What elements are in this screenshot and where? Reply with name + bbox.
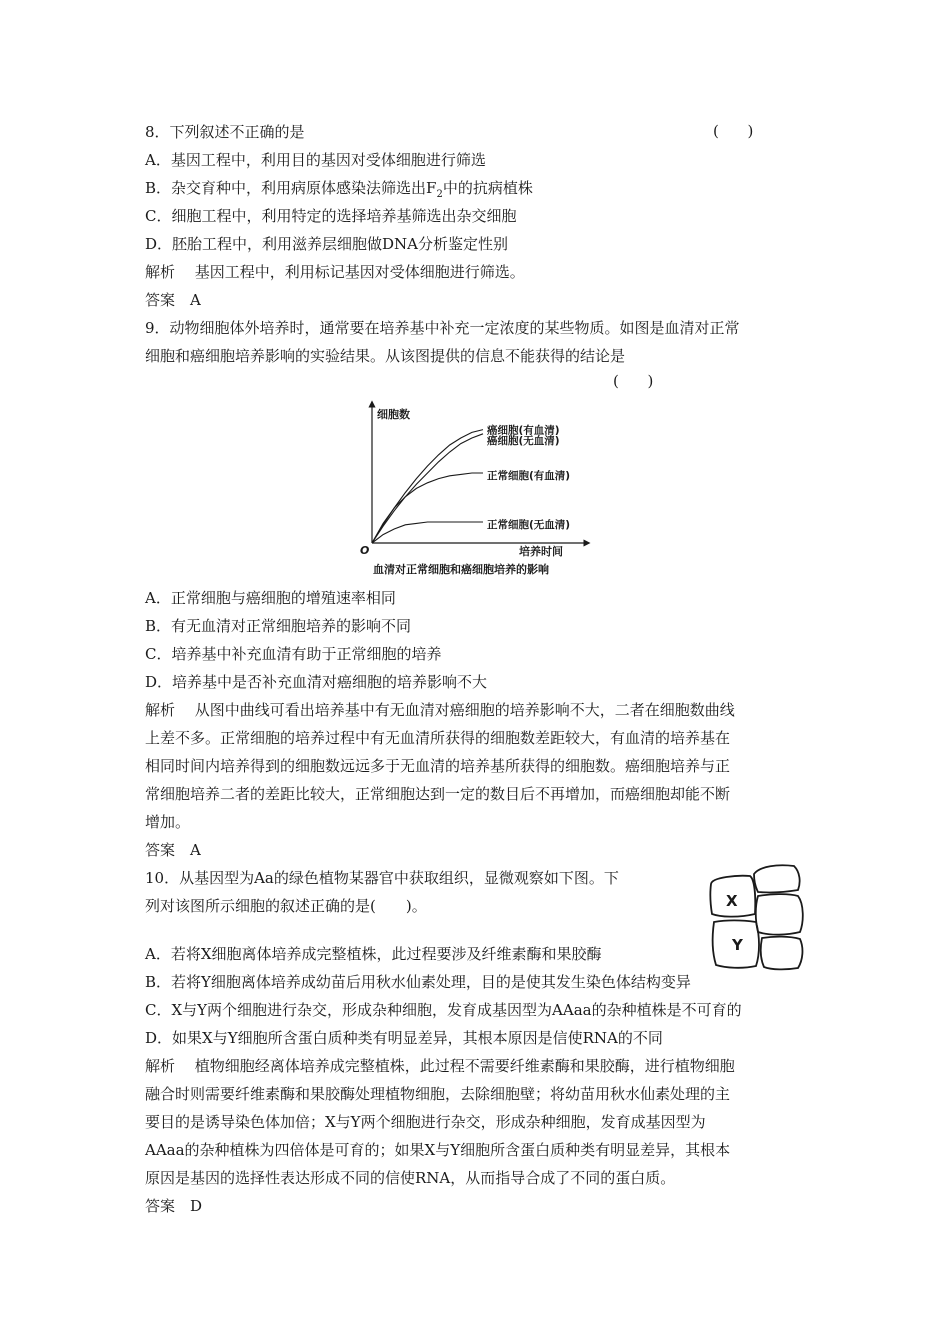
serum-effect-chart <box>355 398 595 580</box>
origin-label: O <box>360 544 370 557</box>
q8-option-b-text: B．杂交育种中，利用病原体感染法筛选出F <box>145 179 437 197</box>
q10-analysis-line-2: 融合时则需要纤维素酶和果胶酶处理植物细胞，去除细胞壁；将幼苗用秋水仙素处理的主 <box>145 1085 731 1103</box>
series-line-2 <box>372 434 483 543</box>
q9-analysis-line-3: 相同时间内培养得到的细胞数远远多于无血清的培养基所获得的细胞数。癌细胞培养与正 <box>145 757 731 775</box>
q8-answer-bracket: ( ) <box>713 122 754 140</box>
series-group <box>372 424 570 543</box>
q10-analysis-line-1: 解析 植物细胞经离体培养成完整植株，此过程不需要纤维素酶和果胶酶，进行植物细胞 <box>145 1057 735 1075</box>
q10-analysis-line-3: 要目的是诱导染色体加倍；X与Y两个细胞进行杂交，形成杂种细胞，发育成基因型为 <box>145 1113 706 1131</box>
series-line-1 <box>372 430 483 543</box>
q8-analysis: 解析 基因工程中，利用标记基因对受体细胞进行筛选。 <box>145 263 525 281</box>
series-line-3 <box>372 473 483 543</box>
series-label-4: 正常细胞(无血清) <box>487 519 571 531</box>
q10-option-b: B．若将Y细胞离体培养成幼苗后用秋水仙素处理，目的是使其发生染色体结构变异 <box>145 973 691 991</box>
q9-option-d: D．培养基中是否补充血清对癌细胞的培养影响不大 <box>145 673 488 691</box>
y-axis-label: 细胞数 <box>377 408 410 421</box>
series-label-3: 正常细胞(有血清) <box>487 470 571 482</box>
cell-x-label: X <box>726 892 738 910</box>
chart-title: 血清对正常细胞和癌细胞培养的影响 <box>373 563 549 576</box>
cell-y-label: Y <box>732 936 743 954</box>
q9-analysis-line-5: 增加。 <box>145 813 191 831</box>
q8-stem: 8．下列叙述不正确的是 <box>145 123 305 141</box>
q9-stem-line-2: 细胞和癌细胞培养影响的实验结果。从该图提供的信息不能获得的结论是 <box>145 347 626 365</box>
q9-stem-line-1: 9．动物细胞体外培养时，通常要在培养基中补充一定浓度的某些物质。如图是血清对正常 <box>145 319 740 337</box>
q8-answer: 答案 A <box>145 291 201 309</box>
q9-option-c: C．培养基中补充血清有助于正常细胞的培养 <box>145 645 442 663</box>
cell-middle-right <box>756 894 803 935</box>
cell-top-right <box>754 865 800 892</box>
q8-option-b-subscript: 2 <box>436 189 443 200</box>
q8-option-d: D．胚胎工程中，利用滋养层细胞做DNA分析鉴定性别 <box>145 235 509 253</box>
series-line-4 <box>372 522 483 543</box>
q10-analysis-line-4: AAaa的杂种植株为四倍体是可育的；如果X与Y细胞所含蛋白质种类有明显差异，其根本 <box>145 1141 731 1159</box>
q10-answer: 答案 D <box>145 1197 203 1215</box>
q8-option-b <box>145 178 815 205</box>
q10-stem-line-2: 列对该图所示细胞的叙述正确的是( )。 <box>145 897 427 915</box>
q9-answer: 答案 A <box>145 841 201 859</box>
q8-option-a: A．基因工程中，利用目的基因对受体细胞进行筛选 <box>145 151 486 169</box>
q9-analysis-line-2: 上差不多。正常细胞的培养过程中有无血清所获得的细胞数差距较大，有血清的培养基在 <box>145 729 731 747</box>
x-axis-label: 培养时间 <box>519 545 563 558</box>
q10-option-c: C．X与Y两个细胞进行杂交，形成杂种细胞，发育成基因型为AAaa的杂种植株是不可育的 <box>145 1001 742 1019</box>
q10-option-a: A．若将X细胞离体培养成完整植株，此过程要涉及纤维素酶和果胶酶 <box>145 945 602 963</box>
q8-option-b-text-end: 中的抗病植株 <box>442 179 533 197</box>
series-label-2: 癌细胞(无血清) <box>487 434 560 447</box>
q10-option-d: D．如果X与Y细胞所含蛋白质种类有明显差异，其根本原因是信使RNA的不同 <box>145 1029 663 1047</box>
series-label-1: 癌细胞(有血清) <box>487 424 560 437</box>
q10-stem-line-1: 10．从基因型为Aa的绿色植物某器官中获取组织，显微观察如下图。下 <box>145 869 619 887</box>
q9-answer-bracket: ( ) <box>613 372 654 390</box>
q8-option-c: C．细胞工程中，利用特定的选择培养基筛选出杂交细胞 <box>145 207 517 225</box>
q9-option-a: A．正常细胞与癌细胞的增殖速率相同 <box>145 589 396 607</box>
q9-analysis-line-1: 解析 从图中曲线可看出培养基中有无血清对癌细胞的培养影响不大，二者在细胞数曲线 <box>145 701 735 719</box>
q10-analysis-line-5: 原因是基因的选择性表达形成不同的信使RNA，从而指导合成了不同的蛋白质。 <box>145 1169 676 1187</box>
q9-analysis-line-4: 常细胞培养二者的差距比较大，正常细胞达到一定的数目后不再增加，而癌细胞却能不断 <box>145 785 731 803</box>
q9-option-b: B．有无血清对正常细胞培养的影响不同 <box>145 617 412 635</box>
